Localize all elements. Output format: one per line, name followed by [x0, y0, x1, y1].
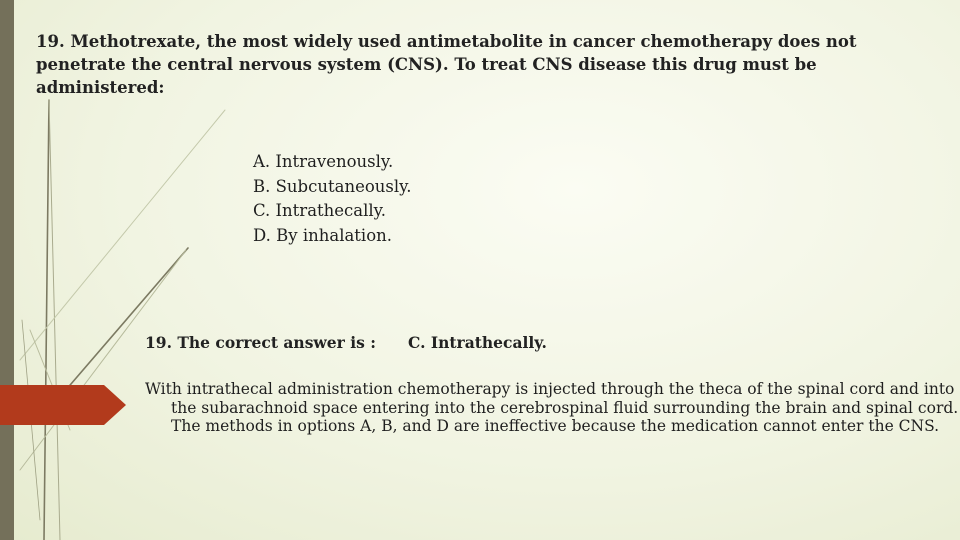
- options-list: [253, 150, 412, 248]
- answer-value: C. Intrathecally.: [408, 333, 547, 352]
- answer-label: 19. The correct answer is :: [145, 333, 376, 352]
- decorative-line: [20, 250, 186, 470]
- option-d: D. By inhalation.: [253, 225, 393, 245]
- arrow-shape: [0, 385, 126, 425]
- decorative-line: [22, 320, 40, 520]
- decorative-line: [20, 110, 225, 360]
- decorative-line: [30, 330, 70, 430]
- option-b: B. Subcutaneously.: [253, 176, 412, 196]
- question-text: 19. Methotrexate, the most widely used antimetabolite in cancer chemotherapy does not penetrate the central nervous system (CNS). To treat CNS disease this drug must be administered:: [36, 32, 857, 97]
- left-accent-bar: [0, 0, 14, 540]
- decorative-line: [44, 100, 49, 540]
- decorative-line: [49, 100, 60, 540]
- option-c: C. Intrathecally.: [253, 201, 387, 220]
- option-a: A. Intravenously.: [253, 152, 394, 171]
- explanation-text: With intrathecal administration chemotherapy is injected through the theca of the spinal cord and into the subarachnoid space entering into the cerebrospinal fluid surrounding the brain and spinal cord. The methods in options A, B, and D are ineffective because the medication cannot enter the CNS.: [145, 380, 959, 435]
